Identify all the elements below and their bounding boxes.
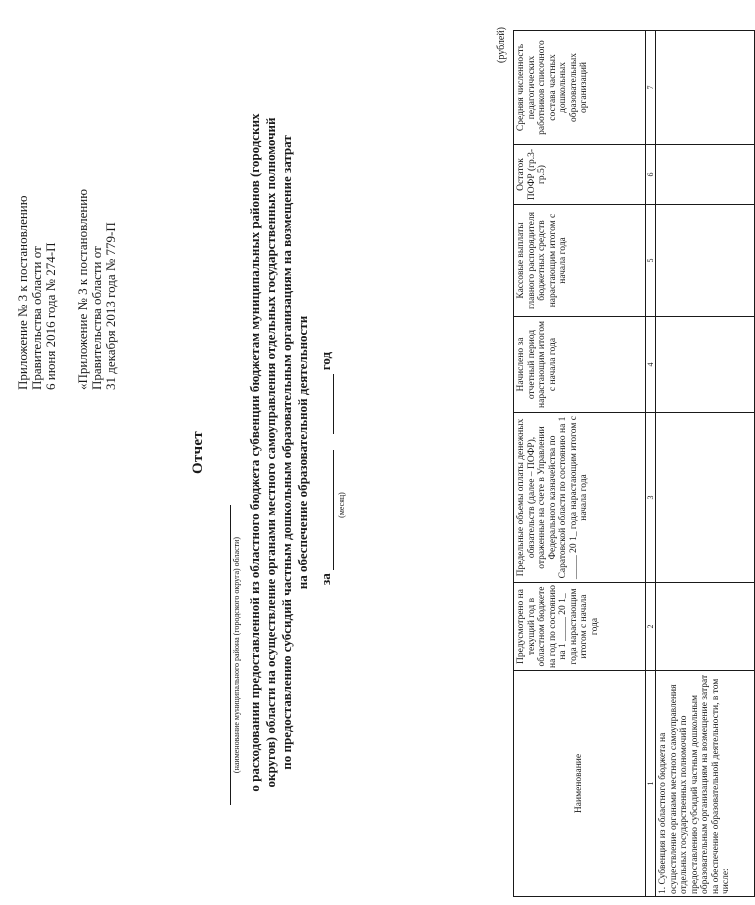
report-title: Отчет [190,430,206,475]
column-number-row [646,31,656,897]
header-cell: Средняя численность педагогических работников списочного состава частных дошкольных образовательных организаций [514,31,646,145]
table-header-row [514,31,646,897]
column-number: 7 [646,31,656,145]
report-table [513,30,755,897]
period-suffix: год [318,351,333,371]
header-cell: Начислено за отчетный период нарастающим итогом с начала года [514,317,646,413]
appendix-previous-line: «Приложение № 3 к постановлению [75,189,90,390]
period-prefix: за [318,573,333,585]
appendix-current-line: 6 июня 2016 года № 274-П [43,242,58,390]
municipality-caption: (наименование муниципального района (городского округа) области) [232,536,241,774]
header-cell: Кассовые выплаты главного распорядителя бюджетных средств нарастающим итогом с начала года [514,205,646,317]
appendix-current-line: Приложение № 3 к постановлению [15,195,30,390]
appendix-previous-line: Правительства области от [89,246,104,390]
appendix-previous-line: 31 декабря 2013 года № 779-П [103,222,118,390]
appendix-current-line: Правительства области от [29,246,44,390]
header-cell: Предусмотрено на текущий год в областном бюджете на год по состоянию на 1 _____ 20 1_ года нарастающим итогом с начала года [514,583,646,671]
year-field [321,374,334,434]
table-cell [656,205,755,317]
month-caption: (месяц) [337,492,346,518]
table-row [656,31,755,897]
report-heading-line: по предоставлению субсидий частным дошкольным образовательным организациям на возмещение затрат [279,135,294,770]
header-cell: Предельные объемы оплаты денежных обязательств (далее – ПОФР), отраженные на счете в Управлении Федерального казначейства по Саратовской области по состоянию на 1 _____ 20 1_ года нарастающим итогом с начала года [514,413,646,583]
report-heading-line: на обеспечение образовательной деятельности [295,315,310,590]
period-line [318,352,334,585]
column-number: 4 [646,317,656,413]
table-cell [656,31,755,145]
column-number: 2 [646,583,656,671]
column-number: 5 [646,205,656,317]
table-cell [656,317,755,413]
table-cell [656,583,755,671]
report-heading [247,0,311,905]
table-cell [656,145,755,205]
column-number: 6 [646,145,656,205]
appendix-previous [76,189,118,390]
report-heading-line: о расходовании предоставленной из областного бюджета субвенции бюджетам муниципальных районов (городских [247,113,262,792]
municipality-field [218,505,231,805]
month-field [321,450,334,570]
header-cell: Остаток ПОФР (гр.3-гр.5) [514,145,646,205]
column-number: 1 [646,671,656,897]
table-cell [656,413,755,583]
column-number: 3 [646,413,656,583]
appendix-current [16,196,58,390]
header-cell: Наименование [514,671,646,897]
row-name-cell: 1. Субвенция из областного бюджета на осуществление органами местного самоуправления отдельных государственных полномочий по предоставлению субсидий частным дошкольным образовательным организациям на возмещение затрат на обеспечение образовательной деятельности, в том числе: [656,671,755,897]
currency-unit: (рублей) [496,26,507,63]
report-heading-line: округов) области на осуществление органами местного самоуправления отдельных государственных полномочий [263,117,278,788]
